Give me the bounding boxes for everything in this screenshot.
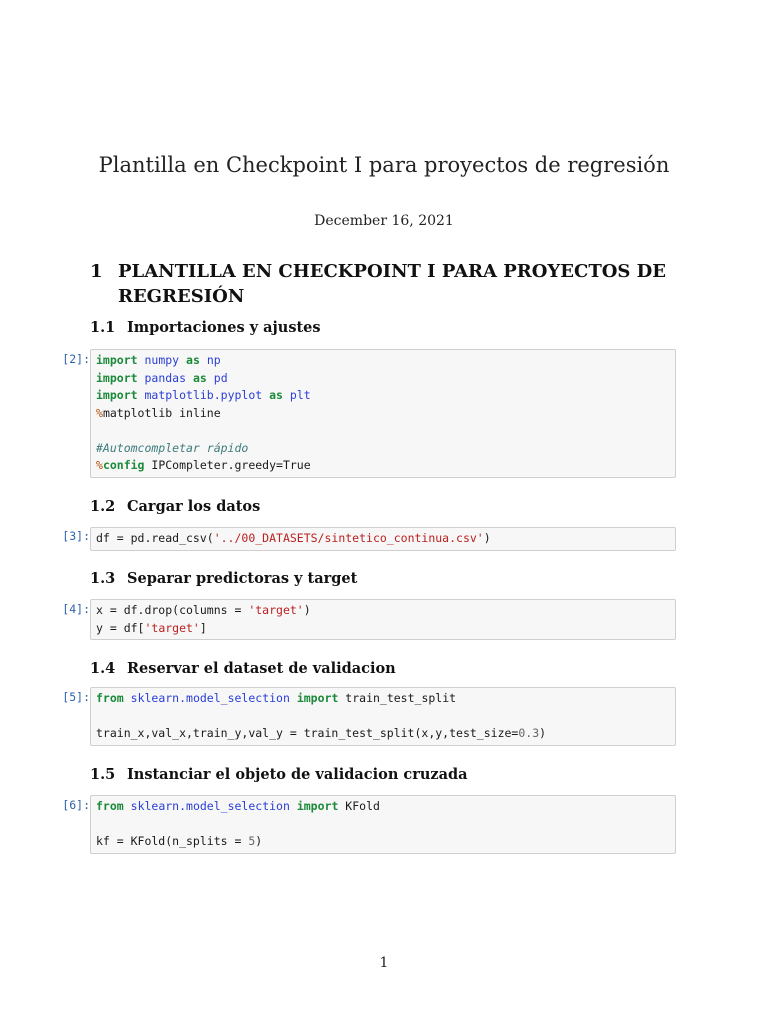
code-cell[interactable] (90, 349, 676, 478)
cell-prompt: [5]: (62, 690, 90, 704)
code-line (96, 798, 670, 816)
cell-prompt: [3]: (62, 529, 90, 543)
document-date: December 16, 2021 (314, 213, 454, 229)
code-token: % (96, 405, 103, 420)
code-cell[interactable] (90, 599, 676, 640)
code-token: 0.3 (518, 726, 540, 740)
code-token: x = df.drop(columns = (96, 603, 249, 617)
code-line (96, 387, 670, 405)
code-line (96, 833, 670, 851)
subsection-number: 1.1 (90, 319, 116, 336)
code-token: matplotlib.pyplot (144, 388, 263, 402)
code-line (96, 370, 670, 388)
subsection-number: 1.5 (90, 766, 116, 783)
code-token: ) (483, 531, 491, 545)
subsection-title: Importaciones y ajustes (127, 319, 321, 336)
code-token: y = df[ (96, 620, 145, 635)
code-token: 5 (248, 834, 256, 848)
code-token (186, 371, 193, 385)
code-token: IPCompleter.greedy=True (144, 458, 311, 472)
subsection-number: 1.2 (90, 498, 116, 515)
code-token (179, 353, 186, 367)
code-line (96, 708, 670, 726)
code-cell[interactable] (90, 527, 676, 551)
code-token: #Automcompletar rápido (96, 440, 249, 455)
code-token: sklearn.model_selection (130, 799, 290, 813)
code-token: from (96, 799, 124, 813)
cell-prompt: [2]: (62, 352, 90, 366)
code-content (96, 798, 670, 851)
code-token: % (96, 458, 103, 472)
cell-prompt: [4]: (62, 602, 90, 616)
subsection-heading (90, 497, 260, 517)
code-token: as (192, 370, 207, 385)
code-token: train_test_split (338, 691, 457, 705)
code-token (124, 691, 131, 705)
subsection-title: Instanciar el objeto de validacion cruzada (127, 766, 468, 783)
code-token: plt (289, 388, 311, 402)
subsection-number: 1.3 (90, 570, 116, 587)
code-content (96, 352, 670, 475)
page-number: 1 (379, 955, 389, 971)
code-token: as (269, 388, 283, 402)
code-content (96, 530, 670, 548)
subsection-number: 1.4 (90, 660, 116, 677)
section-number: 1 (90, 261, 103, 282)
subsection-title: Reservar el dataset de validacion (127, 660, 396, 677)
code-token: numpy (144, 353, 180, 367)
code-token (207, 371, 214, 385)
code-token: kf = KFold(n_splits = (96, 834, 249, 848)
code-token (200, 353, 207, 367)
subsection-title: Cargar los datos (127, 498, 261, 515)
code-line (96, 457, 670, 475)
code-token: matplotlib inline (102, 405, 221, 420)
code-line (96, 352, 670, 370)
code-cell[interactable] (90, 687, 676, 746)
code-line (96, 602, 670, 620)
code-content (96, 602, 670, 637)
code-token: ) (539, 726, 547, 740)
code-token: ) (303, 603, 311, 617)
code-token: as (186, 353, 200, 367)
subsection-heading (90, 318, 321, 338)
code-token (290, 691, 297, 705)
subsection-heading (90, 659, 396, 679)
code-token: 'target' (248, 603, 304, 617)
code-token: import (96, 353, 138, 367)
code-line (96, 725, 670, 743)
code-token: config (102, 458, 145, 472)
code-token: import (96, 388, 138, 402)
subsection-heading (90, 569, 357, 589)
cell-prompt: [6]: (62, 798, 90, 812)
code-token: 'target' (144, 620, 200, 635)
code-token: from (96, 691, 124, 705)
code-line (96, 530, 670, 548)
code-token (124, 799, 131, 813)
code-token (290, 799, 297, 813)
code-line (96, 816, 670, 834)
code-line (96, 405, 670, 423)
code-token: sklearn.model_selection (130, 691, 290, 705)
code-token: pd (213, 370, 228, 385)
section-title: PLANTILLA EN CHECKPOINT I PARA PROYECTOS DE REGRESIÓN (118, 261, 666, 307)
document-title: Plantilla en Checkpoint I para proyectos de regresión (98, 153, 670, 177)
code-line (96, 690, 670, 708)
code-line (96, 440, 670, 458)
subsection-heading (90, 765, 468, 785)
code-token: KFold (338, 799, 380, 813)
code-token: '../00_DATASETS/sintetico_continua.csv' (213, 531, 484, 545)
subsection-title: Separar predictoras y target (127, 570, 358, 587)
code-line (96, 422, 670, 440)
code-token: ) (255, 834, 263, 848)
code-token: pandas (144, 370, 187, 385)
code-token (283, 388, 290, 402)
code-content (96, 690, 670, 743)
code-token: np (206, 353, 221, 367)
code-token: ] (199, 620, 207, 635)
code-line (96, 620, 670, 638)
code-token: import (296, 799, 339, 813)
code-token: train_x,val_x,train_y,val_y = train_test_split(x,y,test_size= (96, 726, 519, 740)
code-cell[interactable] (90, 795, 676, 854)
code-token: import (296, 691, 339, 705)
code-token: import (96, 370, 138, 385)
code-token: df = pd.read_csv( (96, 531, 214, 545)
